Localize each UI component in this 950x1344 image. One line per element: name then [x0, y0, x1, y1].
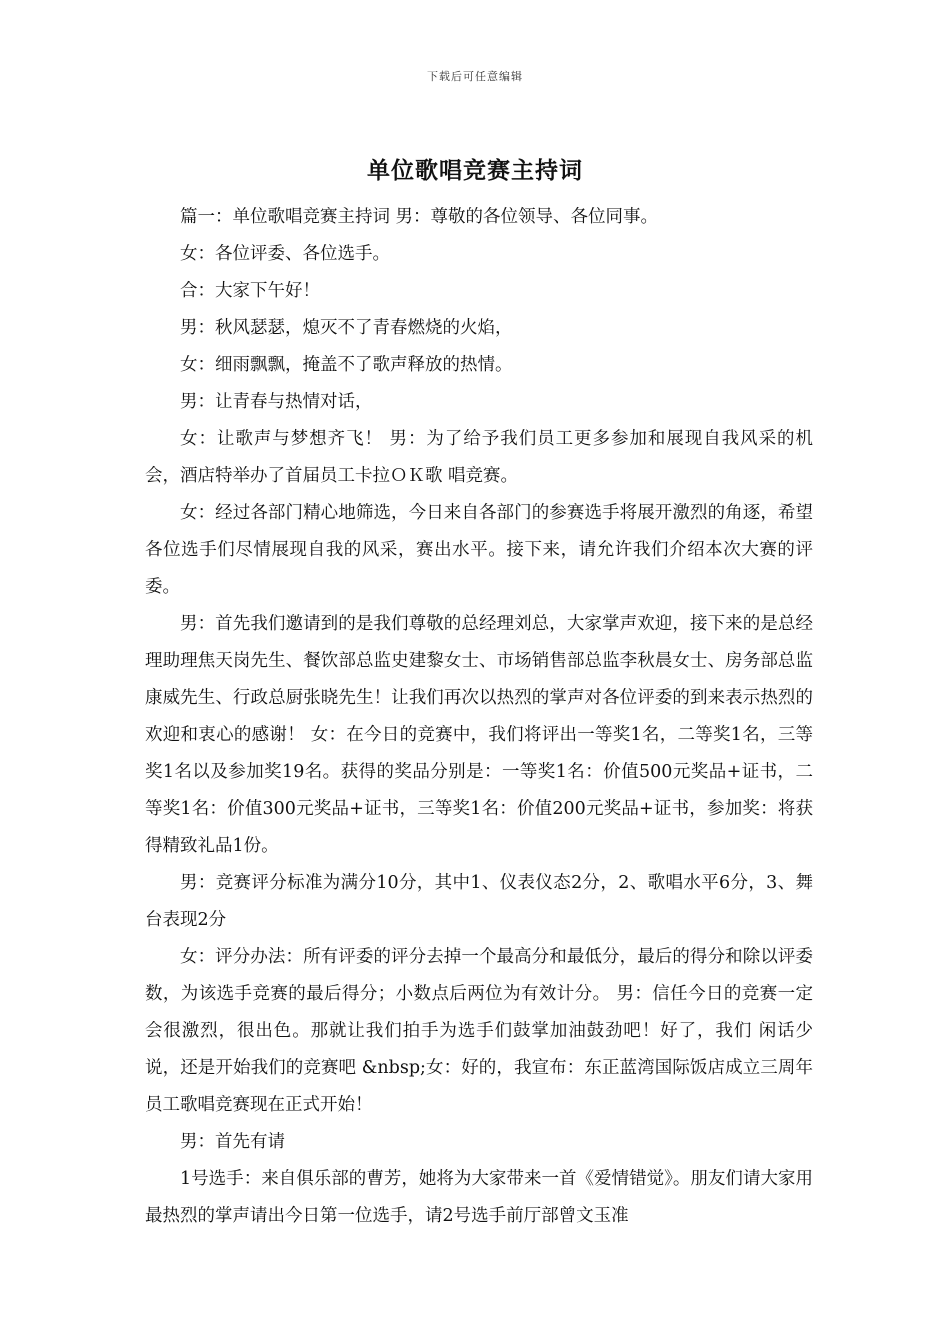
paragraph: 1号选手：来自俱乐部的曹芳，她将为大家带来一首《爱情错觉》。朋友们请大家用最热烈的掌声请出今日第一位选手，请2号选手前厅部曾文玉准: [145, 1169, 813, 1226]
paragraph: 男：秋风瑟瑟，熄灭不了青春燃烧的火焰，: [180, 318, 513, 338]
paragraph: 女：各位评委、各位选手。: [180, 244, 390, 264]
paragraph: 男：让青春与热情对话，: [180, 392, 373, 412]
document-body: [145, 199, 813, 1235]
paragraph: 女：让歌声与梦想齐飞！ 男：为了给予我们员工更多参加和展现自我风采的机会，酒店特举办了首届员工卡拉ＯＫ歌 唱竞赛。: [145, 429, 813, 486]
document-title: 单位歌唱竞赛主持词: [367, 157, 583, 184]
paragraph: 女：评分办法：所有评委的评分去掉一个最高分和最低分，最后的得分和除以评委数，为该选手竞赛的最后得分；小数点后两位为有效计分。 男：信任今日的竞赛一定会很激烈，很出色。那就让我们拍手为选手们鼓掌加油鼓劲吧！好了，我们 闲话少说，还是开始我们的竞赛吧 &nbsp;女：好的，我宣布：东正蓝湾国际饭店成立三周年员工歌唱竞赛现在正式开始！: [145, 947, 813, 1115]
paragraph: 男：竞赛评分标准为满分10分，其中1、仪表仪态2分，2、歌唱水平6分，3、舞台表现2分: [145, 873, 813, 930]
paragraph: 女：细雨飘飘，掩盖不了歌声释放的热情。: [180, 355, 513, 375]
paragraph: 男：首先有请: [180, 1132, 285, 1152]
paragraph: 篇一：单位歌唱竞赛主持词 男：尊敬的各位领导、各位同事。: [180, 207, 659, 227]
paragraph: 合：大家下午好！: [180, 281, 320, 301]
paragraph: 男：首先我们邀请到的是我们尊敬的总经理刘总，大家掌声欢迎，接下来的是总经理助理焦天岗先生、餐饮部总监史建黎女士、市场销售部总监李秋晨女士、房务部总监康威先生、行政总厨张晓先生！让我们再次以热烈的掌声对各位评委的到来表示热烈的欢迎和衷心的感谢！ 女：在今日的竞赛中，我们将评出一等奖1名，二等奖1名，三等奖1名以及参加奖19名。获得的奖品分别是：一等奖1名：价值500元奖品+证书，二等奖1名：价值300元奖品+证书，三等奖1名：价值200元奖品+证书，参加奖：将获得精致礼品1份。: [145, 614, 813, 856]
page-header-note: 下载后可任意编辑: [427, 70, 523, 83]
paragraph: 女：经过各部门精心地筛选，今日来自各部门的参赛选手将展开激烈的角逐，希望各位选手们尽情展现自我的风采，赛出水平。接下来，请允许我们介绍本次大赛的评委。: [145, 503, 813, 597]
